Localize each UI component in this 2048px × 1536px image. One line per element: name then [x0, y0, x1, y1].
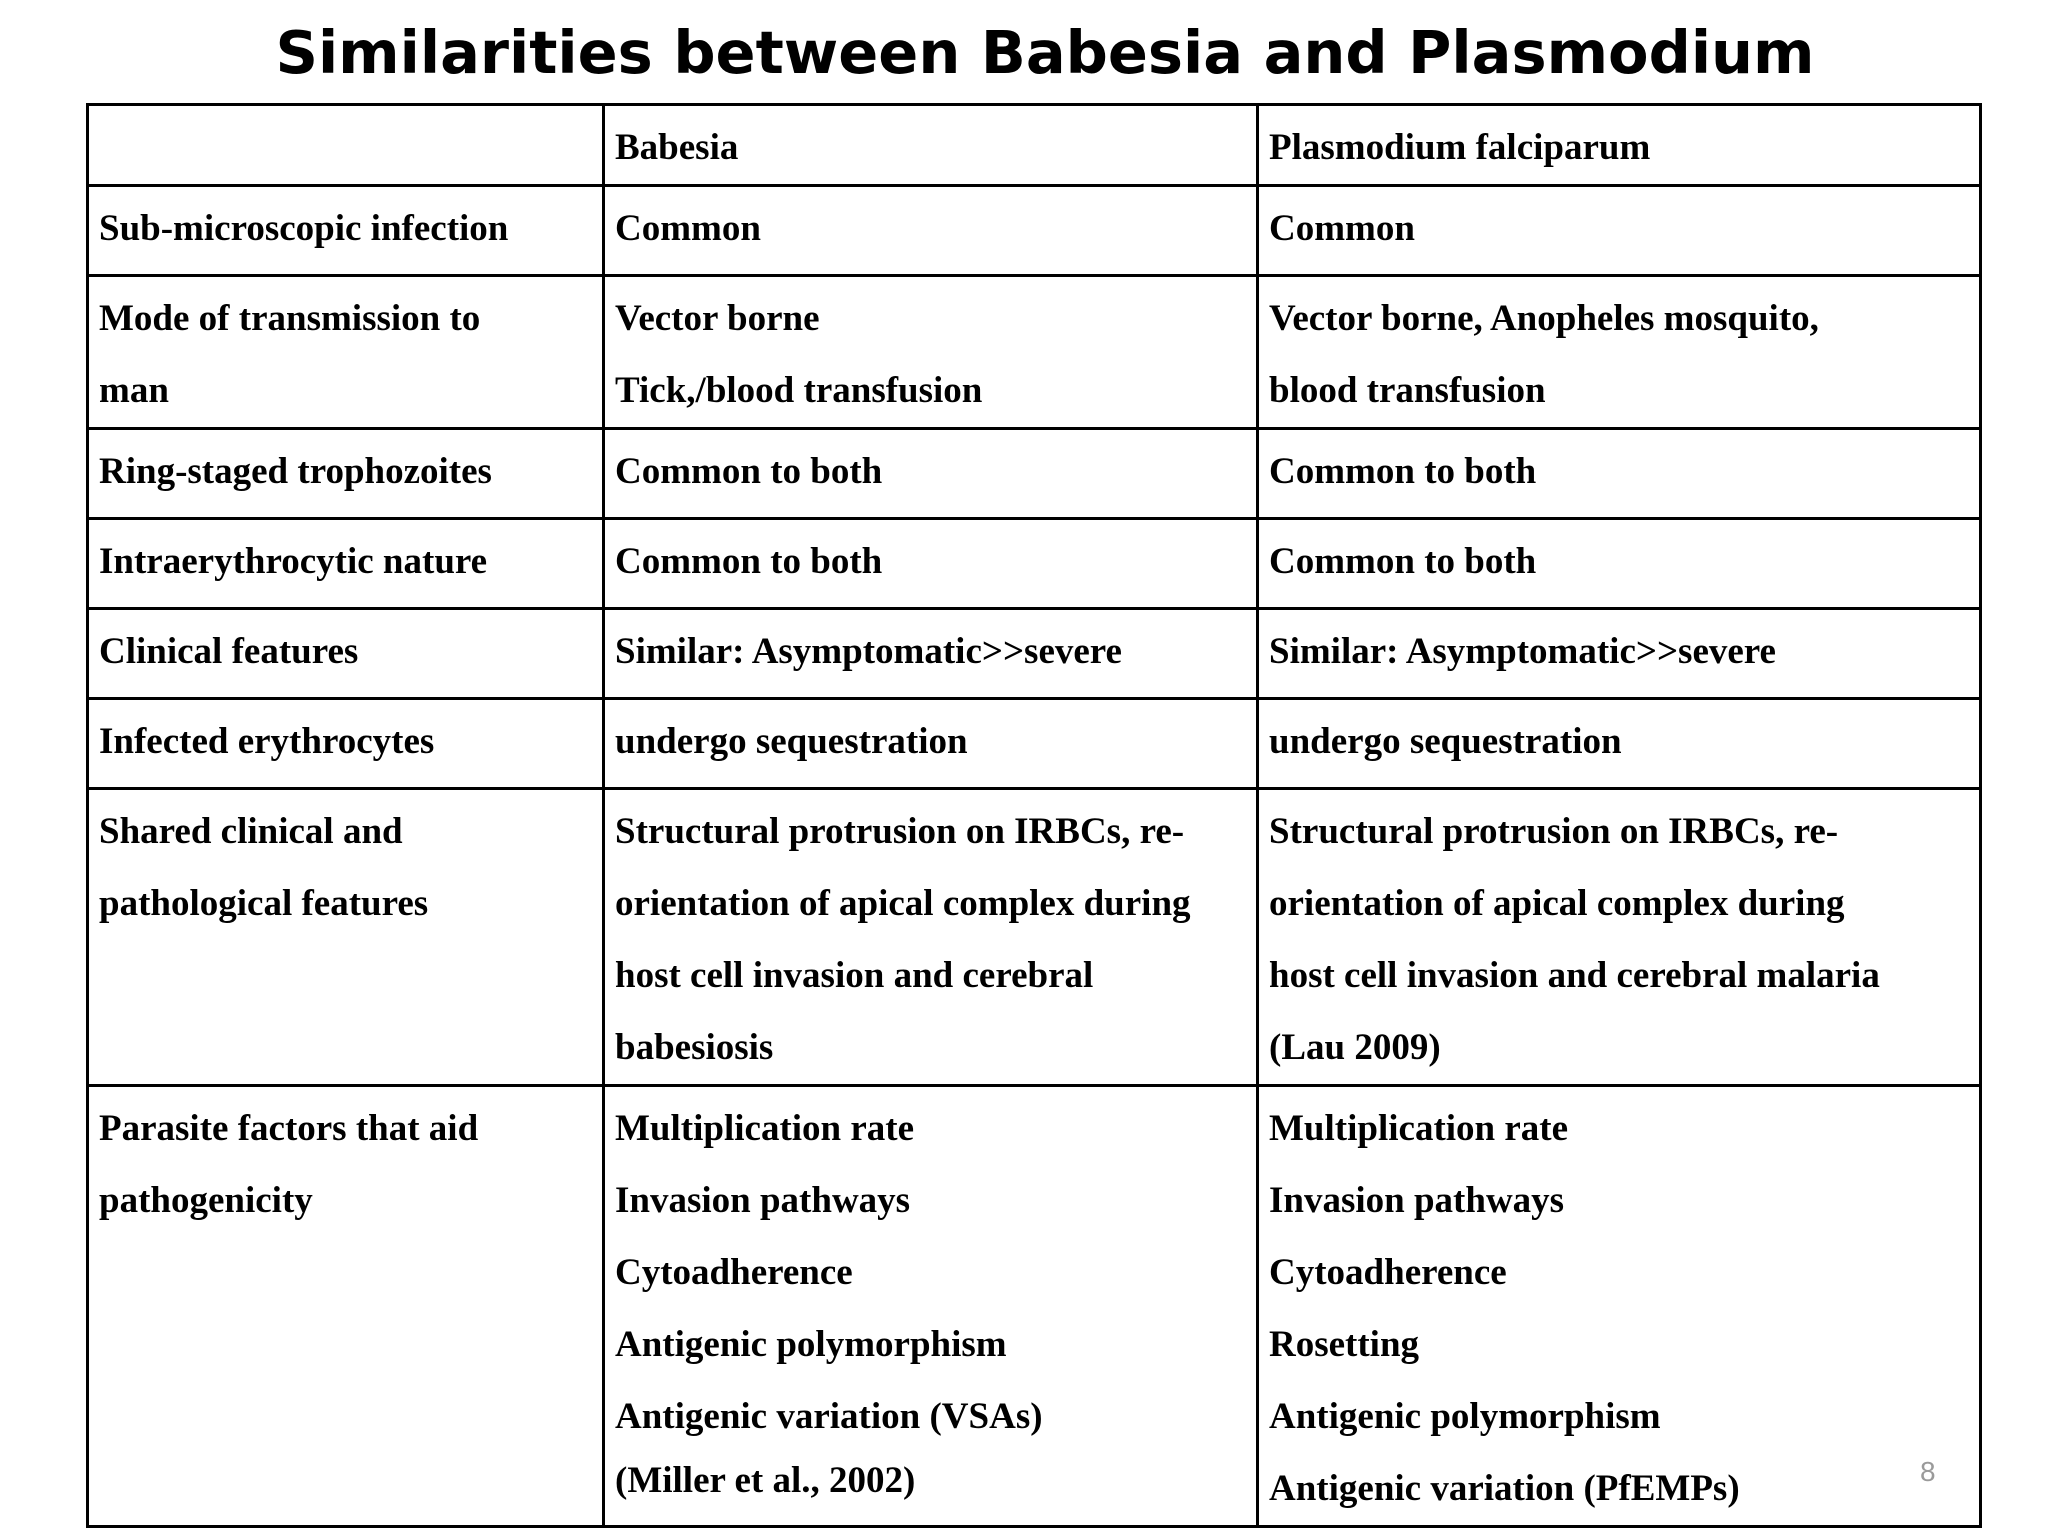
table-row: [88, 609, 1981, 699]
feature-cell: [88, 519, 604, 609]
cell-line: Antigenic polymorphism: [615, 1324, 1007, 1365]
cell-line: Vector borne: [615, 298, 820, 339]
feature-cell: [88, 429, 604, 519]
cell-line: Cytoadherence: [1269, 1252, 1507, 1293]
cell-line: blood transfusion: [1269, 370, 1546, 411]
feature-cell: [88, 789, 604, 1086]
plasmodium-cell: [1258, 519, 1981, 609]
babesia-cell: [604, 609, 1258, 699]
plasmodium-cell: [1258, 699, 1981, 789]
cell-line: Invasion pathways: [1269, 1180, 1565, 1221]
cell-line: Common: [615, 208, 761, 249]
table-header-row: [88, 105, 1981, 186]
babesia-cell: [604, 699, 1258, 789]
header-cell-babesia: Babesia: [604, 105, 1258, 186]
plasmodium-cell: [1258, 609, 1981, 699]
plasmodium-cell: [1258, 186, 1981, 276]
cell-line: Multiplication rate: [615, 1108, 915, 1149]
cell-line: Infected erythrocytes: [99, 721, 435, 762]
header-cell-plasmodium: Plasmodium falciparum: [1258, 105, 1981, 186]
cell-line: Multiplication rate: [1269, 1108, 1569, 1149]
cell-line: Sub-microscopic infection: [99, 208, 509, 249]
comparison-table: [86, 103, 1982, 1528]
cell-line: man: [99, 370, 169, 411]
babesia-cell: [604, 1086, 1258, 1527]
cell-line: orientation of apical complex during: [615, 883, 1191, 924]
cell-line: Vector borne, Anopheles mosquito,: [1269, 298, 1819, 339]
plasmodium-cell: [1258, 276, 1981, 429]
cell-line: Cytoadherence: [615, 1252, 853, 1293]
cell-line: host cell invasion and cerebral malaria: [1269, 955, 1880, 996]
babesia-cell: [604, 186, 1258, 276]
babesia-cell: [604, 519, 1258, 609]
table-row: [88, 429, 1981, 519]
cell-line: Common: [1269, 208, 1415, 249]
feature-cell: [88, 699, 604, 789]
cell-line: Rosetting: [1269, 1324, 1420, 1365]
cell-line: undergo sequestration: [615, 721, 968, 762]
cell-line: Common to both: [1269, 541, 1537, 582]
cell-line: Parasite factors that aid: [99, 1108, 479, 1149]
cell-line: Antigenic polymorphism: [1269, 1396, 1661, 1437]
table-row: [88, 276, 1981, 429]
cell-line: babesiosis: [615, 1027, 774, 1068]
cell-line: Antigenic variation (PfEMPs): [1269, 1468, 1740, 1509]
cell-line: Intraerythrocytic nature: [99, 541, 488, 582]
cell-line: Common to both: [615, 451, 883, 492]
header-cell-feature: [88, 105, 604, 186]
table-row: [88, 789, 1981, 1086]
feature-cell: [88, 186, 604, 276]
page-number: 8: [1920, 1456, 1936, 1487]
plasmodium-cell: [1258, 1086, 1981, 1527]
plasmodium-cell: [1258, 789, 1981, 1086]
table-row: [88, 1086, 1981, 1527]
cell-line: Structural protrusion on IRBCs, re-: [615, 811, 1185, 852]
cell-line: Tick,/blood transfusion: [615, 370, 983, 411]
cell-line: Similar: Asymptomatic>>severe: [1269, 631, 1776, 672]
cell-line: pathological features: [99, 883, 429, 924]
cell-line: Common to both: [615, 541, 883, 582]
cell-line: Invasion pathways: [615, 1180, 911, 1221]
cell-line: undergo sequestration: [1269, 721, 1622, 762]
babesia-cell: [604, 276, 1258, 429]
table-row: [88, 519, 1981, 609]
cell-line: Ring-staged trophozoites: [99, 451, 492, 492]
cell-line: orientation of apical complex during: [1269, 883, 1845, 924]
cell-line: host cell invasion and cerebral: [615, 955, 1094, 996]
babesia-cell: [604, 429, 1258, 519]
plasmodium-cell: [1258, 429, 1981, 519]
feature-cell: [88, 1086, 604, 1527]
babesia-cell: [604, 789, 1258, 1086]
cell-line: Clinical features: [99, 631, 359, 672]
cell-line: pathogenicity: [99, 1180, 313, 1221]
cell-line: (Lau 2009): [1269, 1027, 1441, 1068]
feature-cell: [88, 609, 604, 699]
table-row: [88, 699, 1981, 789]
feature-cell: [88, 276, 604, 429]
table-row: [88, 186, 1981, 276]
cell-line: Common to both: [1269, 451, 1537, 492]
cell-line: (Miller et al., 2002): [615, 1460, 916, 1501]
cell-line: Antigenic variation (VSAs): [615, 1396, 1043, 1437]
cell-line: Mode of transmission to: [99, 298, 481, 339]
slide-title: Similarities between Babesia and Plasmodium: [275, 18, 1815, 87]
cell-line: Structural protrusion on IRBCs, re-: [1269, 811, 1839, 852]
cell-line: Shared clinical and: [99, 811, 403, 852]
cell-line: Similar: Asymptomatic>>severe: [615, 631, 1122, 672]
